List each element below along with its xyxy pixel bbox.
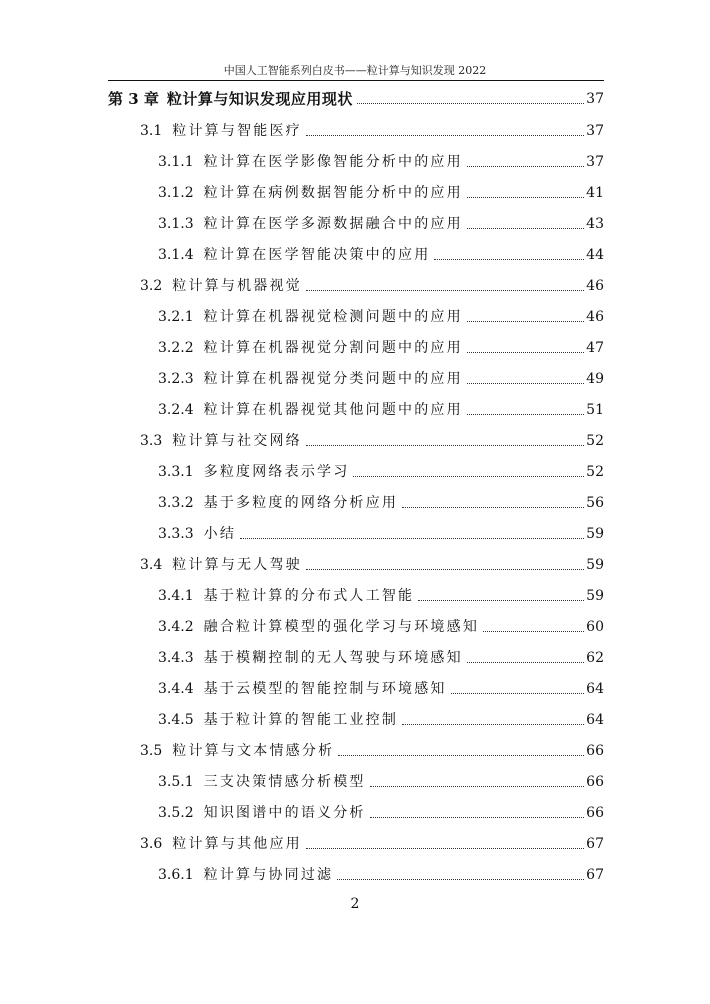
entry-title: 多粒度网络表示学习 xyxy=(203,464,350,480)
entry-number: 3.2.4 xyxy=(158,402,194,418)
entry-number: 3.1.2 xyxy=(158,185,194,201)
entry-number: 3.6 xyxy=(140,836,163,852)
dot-leader xyxy=(483,631,584,632)
entry-title: 知识图谱中的语义分析 xyxy=(203,805,366,821)
toc-section-entry[interactable] xyxy=(140,552,604,574)
entry-number: 3.2.2 xyxy=(158,340,194,356)
entry-page-number: 67 xyxy=(586,867,604,883)
entry-page-number: 46 xyxy=(586,309,604,325)
dot-leader xyxy=(353,476,584,477)
entry-number: 3.3.2 xyxy=(158,495,194,511)
entry-title: 粒计算在机器视觉其他问题中的应用 xyxy=(203,402,463,418)
dot-leader xyxy=(370,817,585,818)
entry-title: 粒计算在医学影像智能分析中的应用 xyxy=(203,154,463,170)
toc-subsection-entry[interactable] xyxy=(158,304,604,326)
entry-page-number: 66 xyxy=(586,805,604,821)
toc-subsection-entry[interactable] xyxy=(158,459,604,481)
entry-title: 融合粒计算模型的强化学习与环境感知 xyxy=(203,619,480,635)
entry-number: 3.3.1 xyxy=(158,464,194,480)
entry-title: 基于模糊控制的无人驾驶与环境感知 xyxy=(203,650,463,666)
dot-leader xyxy=(306,445,584,446)
entry-title: 粒计算在机器视觉分割问题中的应用 xyxy=(203,340,463,356)
entry-page-number: 37 xyxy=(586,123,604,139)
toc-section-entry[interactable] xyxy=(140,831,604,853)
toc-subsection-entry[interactable] xyxy=(158,614,604,636)
entry-page-number: 41 xyxy=(586,185,604,201)
entry-page-number: 52 xyxy=(586,464,604,480)
entry-page-number: 37 xyxy=(586,154,604,170)
dot-leader xyxy=(402,724,584,725)
dot-leader xyxy=(240,538,584,539)
entry-title: 粒计算在病例数据智能分析中的应用 xyxy=(203,185,463,201)
entry-page-number: 66 xyxy=(586,774,604,790)
entry-page-number: 43 xyxy=(586,216,604,232)
entry-title: 粒计算与无人驾驶 xyxy=(172,557,302,573)
page-number: 2 xyxy=(350,896,360,912)
dot-leader xyxy=(467,197,584,198)
entry-title: 粒计算与文本情感分析 xyxy=(172,743,335,759)
entry-page-number: 62 xyxy=(586,650,604,666)
toc-subsection-entry[interactable] xyxy=(158,583,604,605)
entry-number: 3.1.1 xyxy=(158,154,194,170)
dot-leader xyxy=(306,848,584,849)
toc-subsection-entry[interactable] xyxy=(158,211,604,233)
dot-leader xyxy=(467,662,584,663)
entry-number: 3.1 xyxy=(140,123,163,139)
dot-leader xyxy=(418,600,584,601)
entry-page-number: 66 xyxy=(586,743,604,759)
entry-page-number: 51 xyxy=(586,402,604,418)
toc-section-entry[interactable] xyxy=(140,273,604,295)
entry-number: 3.3.3 xyxy=(158,526,194,542)
entry-title: 粒计算在机器视觉检测问题中的应用 xyxy=(203,309,463,325)
entry-number: 3.6.1 xyxy=(158,867,194,883)
entry-number: 3.2 xyxy=(140,278,163,294)
entry-title: 粒计算在医学智能决策中的应用 xyxy=(203,247,431,263)
dot-leader xyxy=(467,321,584,322)
toc-subsection-entry[interactable] xyxy=(158,149,604,171)
entry-number: 3.4.1 xyxy=(158,588,194,604)
entry-page-number: 52 xyxy=(586,433,604,449)
entry-title: 粒计算与协同过滤 xyxy=(203,867,334,883)
entry-page-number: 59 xyxy=(586,588,604,604)
entry-page-number: 46 xyxy=(586,278,604,294)
dot-leader xyxy=(467,228,584,229)
entry-number: 3.3 xyxy=(140,433,163,449)
toc-subsection-entry[interactable] xyxy=(158,242,604,264)
toc-subsection-entry[interactable] xyxy=(158,645,604,667)
entry-number: 3.5.2 xyxy=(158,805,194,821)
entry-page-number: 47 xyxy=(586,340,604,356)
entry-number: 3.2.1 xyxy=(158,309,194,325)
dot-leader xyxy=(306,135,584,136)
chapter-title: 粒计算与知识发现应用现状 xyxy=(166,90,353,108)
entry-number: 3.1.3 xyxy=(158,216,194,232)
entry-page-number: 59 xyxy=(586,557,604,573)
entry-page-number: 59 xyxy=(586,526,604,542)
toc-section-entry[interactable] xyxy=(140,428,604,450)
dot-leader xyxy=(306,290,584,291)
dot-leader xyxy=(370,786,585,787)
toc-subsection-entry[interactable] xyxy=(158,490,604,512)
running-header: 中国人工智能系列白皮书——粒计算与知识发现 2022 xyxy=(223,64,487,77)
entry-number: 3.4.3 xyxy=(158,650,194,666)
entry-page-number: 64 xyxy=(586,681,604,697)
toc-subsection-entry[interactable] xyxy=(158,862,604,884)
toc-section-entry[interactable] xyxy=(140,118,604,140)
chapter-number: 第 3 章 xyxy=(108,90,159,108)
dot-leader xyxy=(434,259,584,260)
toc-subsection-entry[interactable] xyxy=(158,521,604,543)
entry-number: 3.5.1 xyxy=(158,774,194,790)
toc-chapter-entry[interactable] xyxy=(108,86,604,108)
entry-title: 基于多粒度的网络分析应用 xyxy=(203,495,399,511)
dot-leader xyxy=(467,383,584,384)
entry-title: 小结 xyxy=(203,526,237,542)
entry-page-number: 60 xyxy=(586,619,604,635)
entry-page-number: 56 xyxy=(586,495,604,511)
entry-title: 基于粒计算的分布式人工智能 xyxy=(203,588,415,604)
entry-title: 粒计算与机器视觉 xyxy=(172,278,302,294)
entry-title: 粒计算在机器视觉分类问题中的应用 xyxy=(203,371,463,387)
toc-subsection-entry[interactable] xyxy=(158,707,604,729)
dot-leader xyxy=(357,103,584,104)
entry-title: 三支决策情感分析模型 xyxy=(203,774,366,790)
entry-number: 3.1.4 xyxy=(158,247,194,263)
entry-number: 3.4.5 xyxy=(158,712,194,728)
dot-leader xyxy=(306,569,584,570)
entry-title: 粒计算在医学多源数据融合中的应用 xyxy=(203,216,463,232)
dot-leader xyxy=(467,414,584,415)
entry-number: 3.5 xyxy=(140,743,163,759)
toc-section-entry[interactable] xyxy=(140,738,604,760)
toc-subsection-entry[interactable] xyxy=(158,366,604,388)
dot-leader xyxy=(338,755,584,756)
dot-leader xyxy=(451,693,585,694)
entry-title: 基于粒计算的智能工业控制 xyxy=(203,712,399,728)
toc-subsection-entry[interactable] xyxy=(158,800,604,822)
chapter-page-number: 37 xyxy=(586,91,604,107)
dot-leader xyxy=(402,507,584,508)
entry-page-number: 67 xyxy=(586,836,604,852)
entry-title: 粒计算与社交网络 xyxy=(172,433,302,449)
entry-page-number: 44 xyxy=(586,247,604,263)
entry-number: 3.4.4 xyxy=(158,681,194,697)
entry-number: 3.4.2 xyxy=(158,619,194,635)
dot-leader xyxy=(467,166,584,167)
toc-subsection-entry[interactable] xyxy=(158,397,604,419)
toc-subsection-entry[interactable] xyxy=(158,676,604,698)
entry-title: 粒计算与智能医疗 xyxy=(172,123,302,139)
toc-subsection-entry[interactable] xyxy=(158,335,604,357)
entry-title: 基于云模型的智能控制与环境感知 xyxy=(203,681,447,697)
toc-subsection-entry[interactable] xyxy=(158,180,604,202)
entry-number: 3.2.3 xyxy=(158,371,194,387)
entry-page-number: 64 xyxy=(586,712,604,728)
dot-leader xyxy=(467,352,584,353)
entry-title: 粒计算与其他应用 xyxy=(172,836,302,852)
entry-number: 3.4 xyxy=(140,557,163,573)
entry-page-number: 49 xyxy=(586,371,604,387)
dot-leader xyxy=(337,879,584,880)
toc-subsection-entry[interactable] xyxy=(158,769,604,791)
